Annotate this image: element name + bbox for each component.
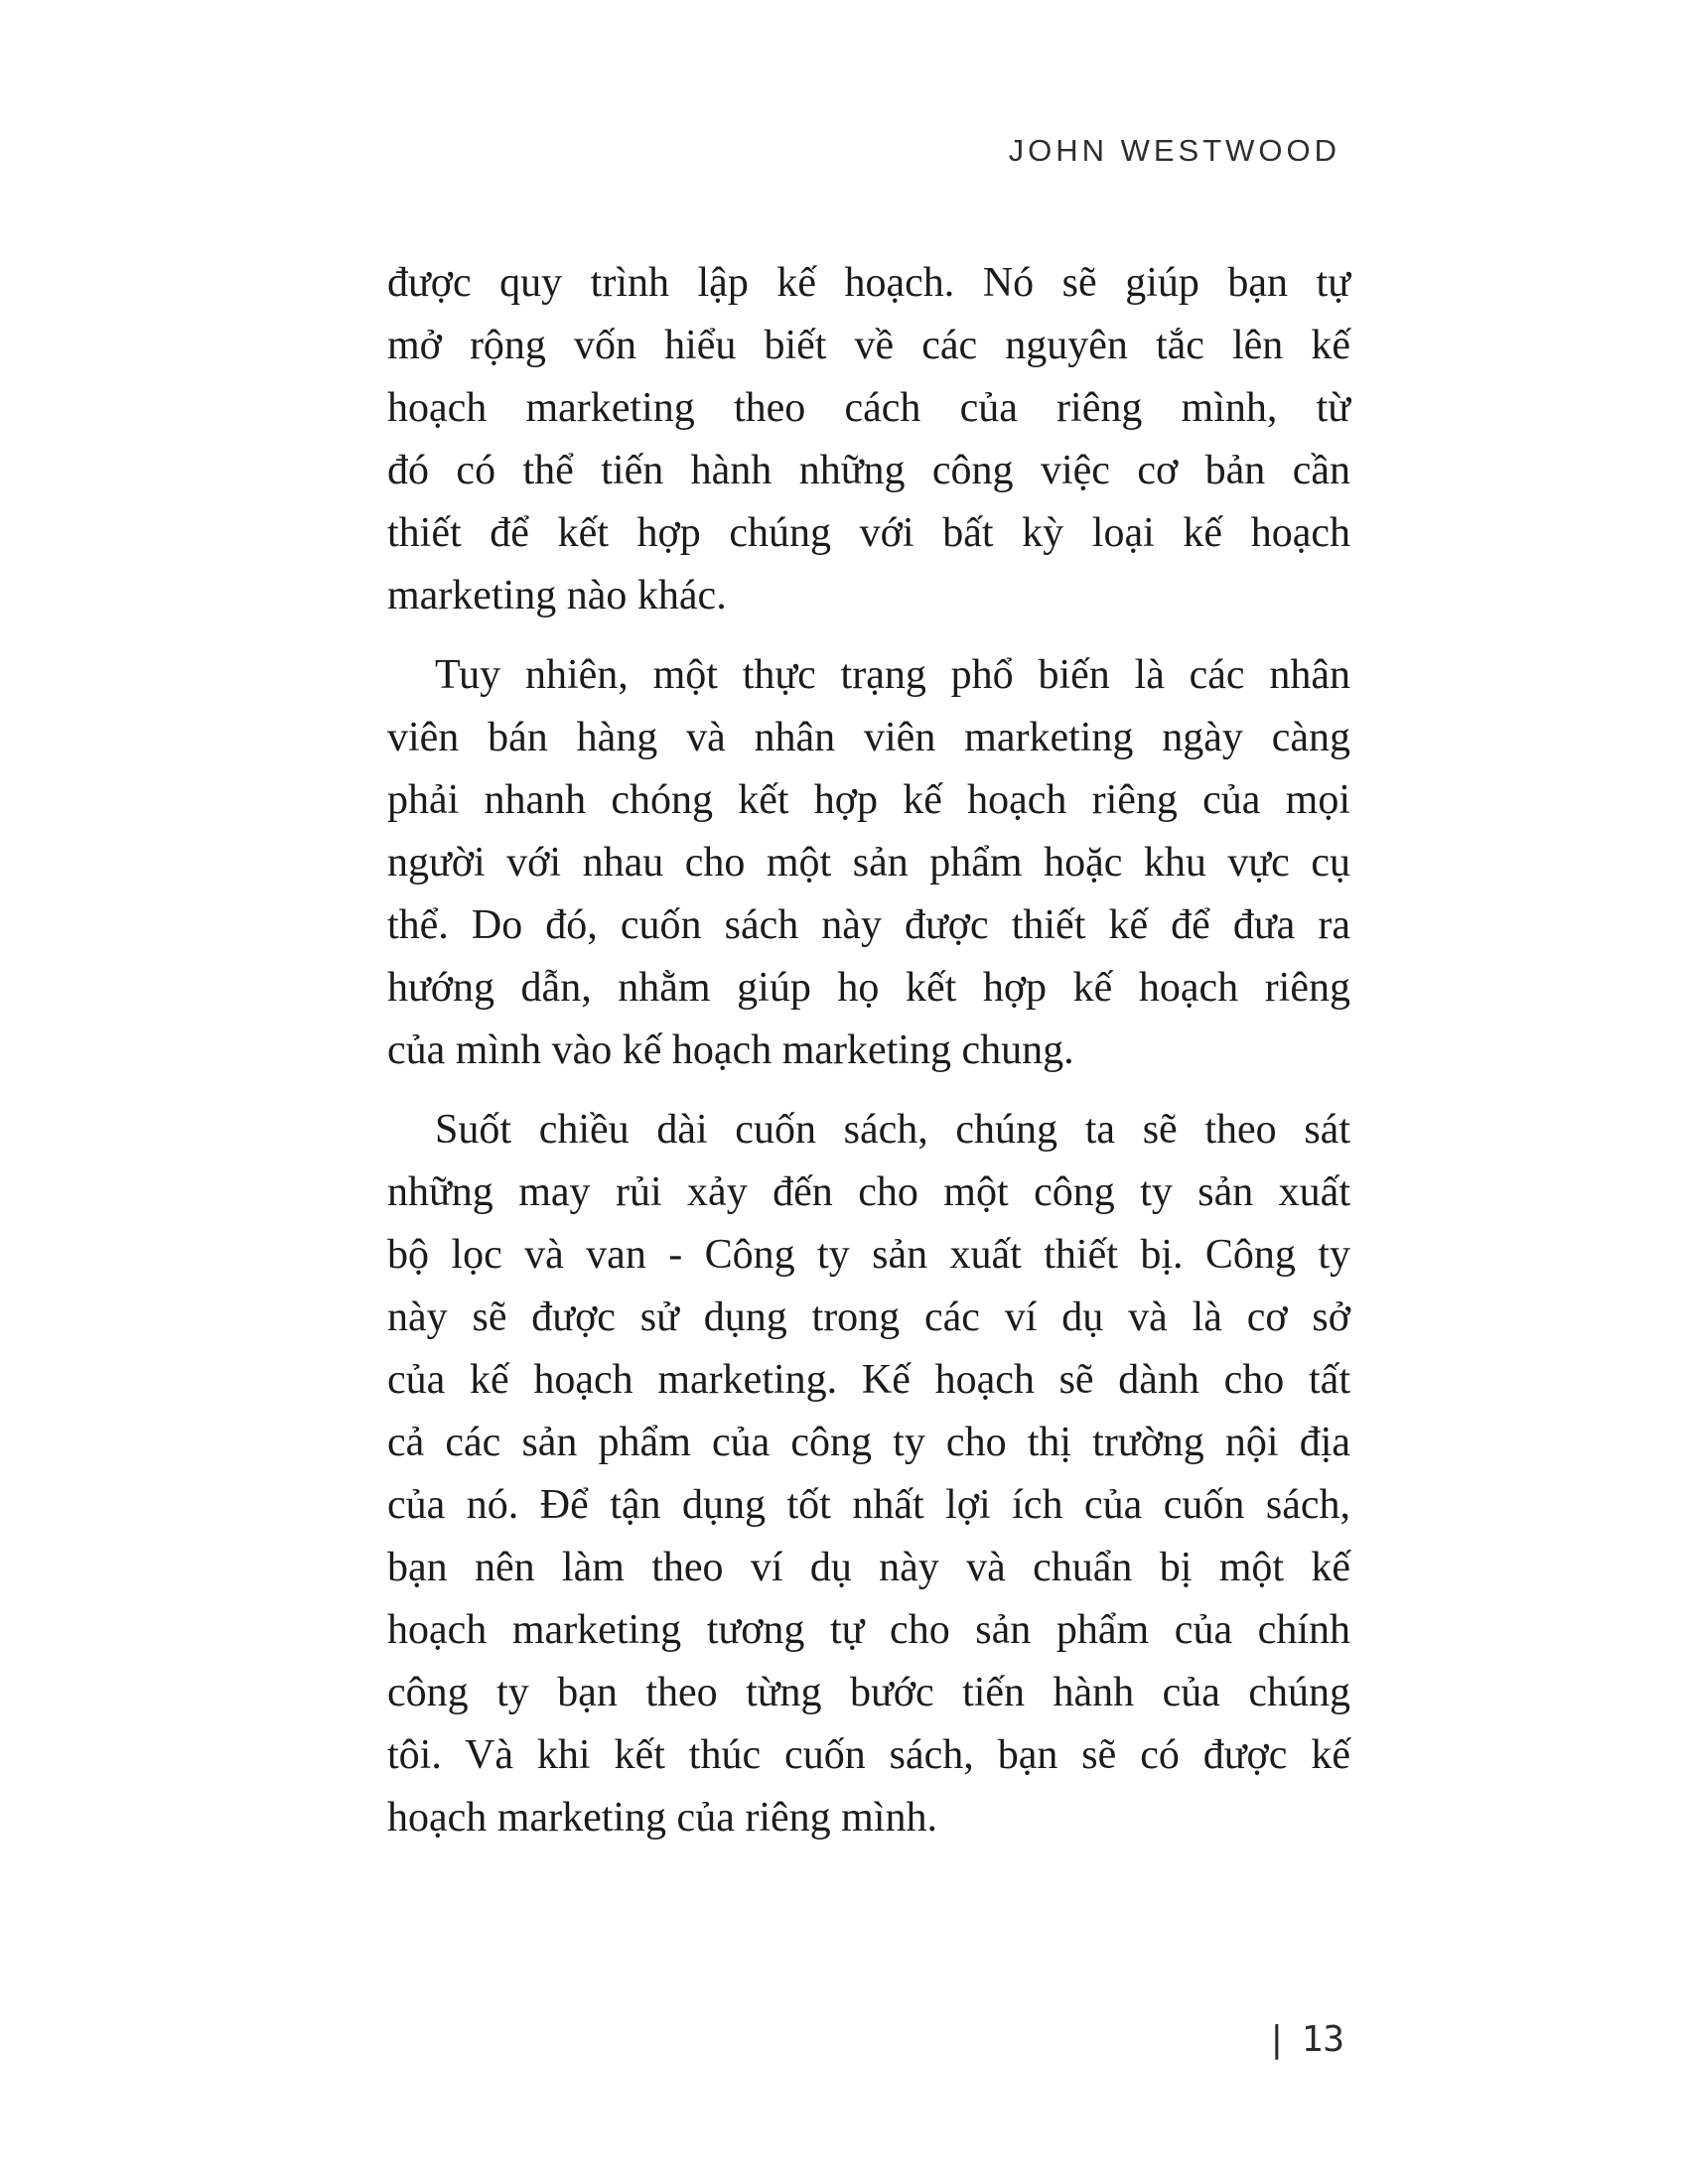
text-line: này sẽ được sử dụng trong các ví dụ và là cơ sở xyxy=(387,1295,1350,1340)
text-line: hướng dẫn, nhằm giúp họ kết hợp kế hoạch riêng xyxy=(387,965,1350,1011)
page-number-separator: | xyxy=(1265,2019,1288,2060)
text-line: của nó. Để tận dụng tốt nhất lợi ích của cuốn sách, xyxy=(387,1482,1350,1528)
text-line: công ty bạn theo từng bước tiến hành của chúng xyxy=(387,1670,1350,1715)
text-line: được quy trình lập kế hoạch. Nó sẽ giúp bạn tự xyxy=(387,260,1350,306)
running-head-author: JOHN WESTWOOD xyxy=(1008,133,1340,168)
page-number: 13 xyxy=(1301,2019,1344,2060)
text-line: mở rộng vốn hiểu biết về các nguyên tắc lên kế xyxy=(387,323,1350,368)
text-line: hoạch marketing của riêng mình. xyxy=(387,1795,937,1841)
text-line: thể. Do đó, cuốn sách này được thiết kế để đưa ra xyxy=(387,902,1350,948)
body-text xyxy=(387,252,1350,1866)
text-line: Tuy nhiên, một thực trạng phổ biến là các nhân xyxy=(435,652,1350,698)
text-line: viên bán hàng và nhân viên marketing ngày càng xyxy=(387,715,1350,760)
text-line: marketing nào khác. xyxy=(387,573,727,618)
text-line: người với nhau cho một sản phẩm hoặc khu vực cụ xyxy=(387,840,1350,886)
text-line: bộ lọc và van - Công ty sản xuất thiết bị. Công ty xyxy=(387,1232,1350,1278)
text-line: tôi. Và khi kết thúc cuốn sách, bạn sẽ có được kế xyxy=(387,1732,1350,1778)
text-line: cả các sản phẩm của công ty cho thị trường nội địa xyxy=(387,1420,1350,1465)
text-line: của mình vào kế hoạch marketing chung. xyxy=(387,1027,1074,1073)
text-line: những may rủi xảy đến cho một công ty sản xuất xyxy=(387,1169,1350,1215)
paragraph xyxy=(387,252,1350,627)
paragraph xyxy=(387,1099,1350,1849)
text-line: đó có thể tiến hành những công việc cơ bản cần xyxy=(387,448,1350,493)
page-footer xyxy=(1266,2019,1344,2060)
text-line: hoạch marketing tương tự cho sản phẩm của chính xyxy=(387,1607,1350,1653)
text-line: thiết để kết hợp chúng với bất kỳ loại kế hoạch xyxy=(387,510,1350,556)
text-line: hoạch marketing theo cách của riêng mình, từ xyxy=(387,385,1350,431)
text-line: bạn nên làm theo ví dụ này và chuẩn bị một kế xyxy=(387,1545,1350,1590)
text-line: Suốt chiều dài cuốn sách, chúng ta sẽ theo sát xyxy=(435,1107,1350,1153)
text-line: phải nhanh chóng kết hợp kế hoạch riêng của mọi xyxy=(387,777,1350,823)
paragraph xyxy=(387,644,1350,1082)
text-line: của kế hoạch marketing. Kế hoạch sẽ dành cho tất xyxy=(387,1357,1350,1403)
